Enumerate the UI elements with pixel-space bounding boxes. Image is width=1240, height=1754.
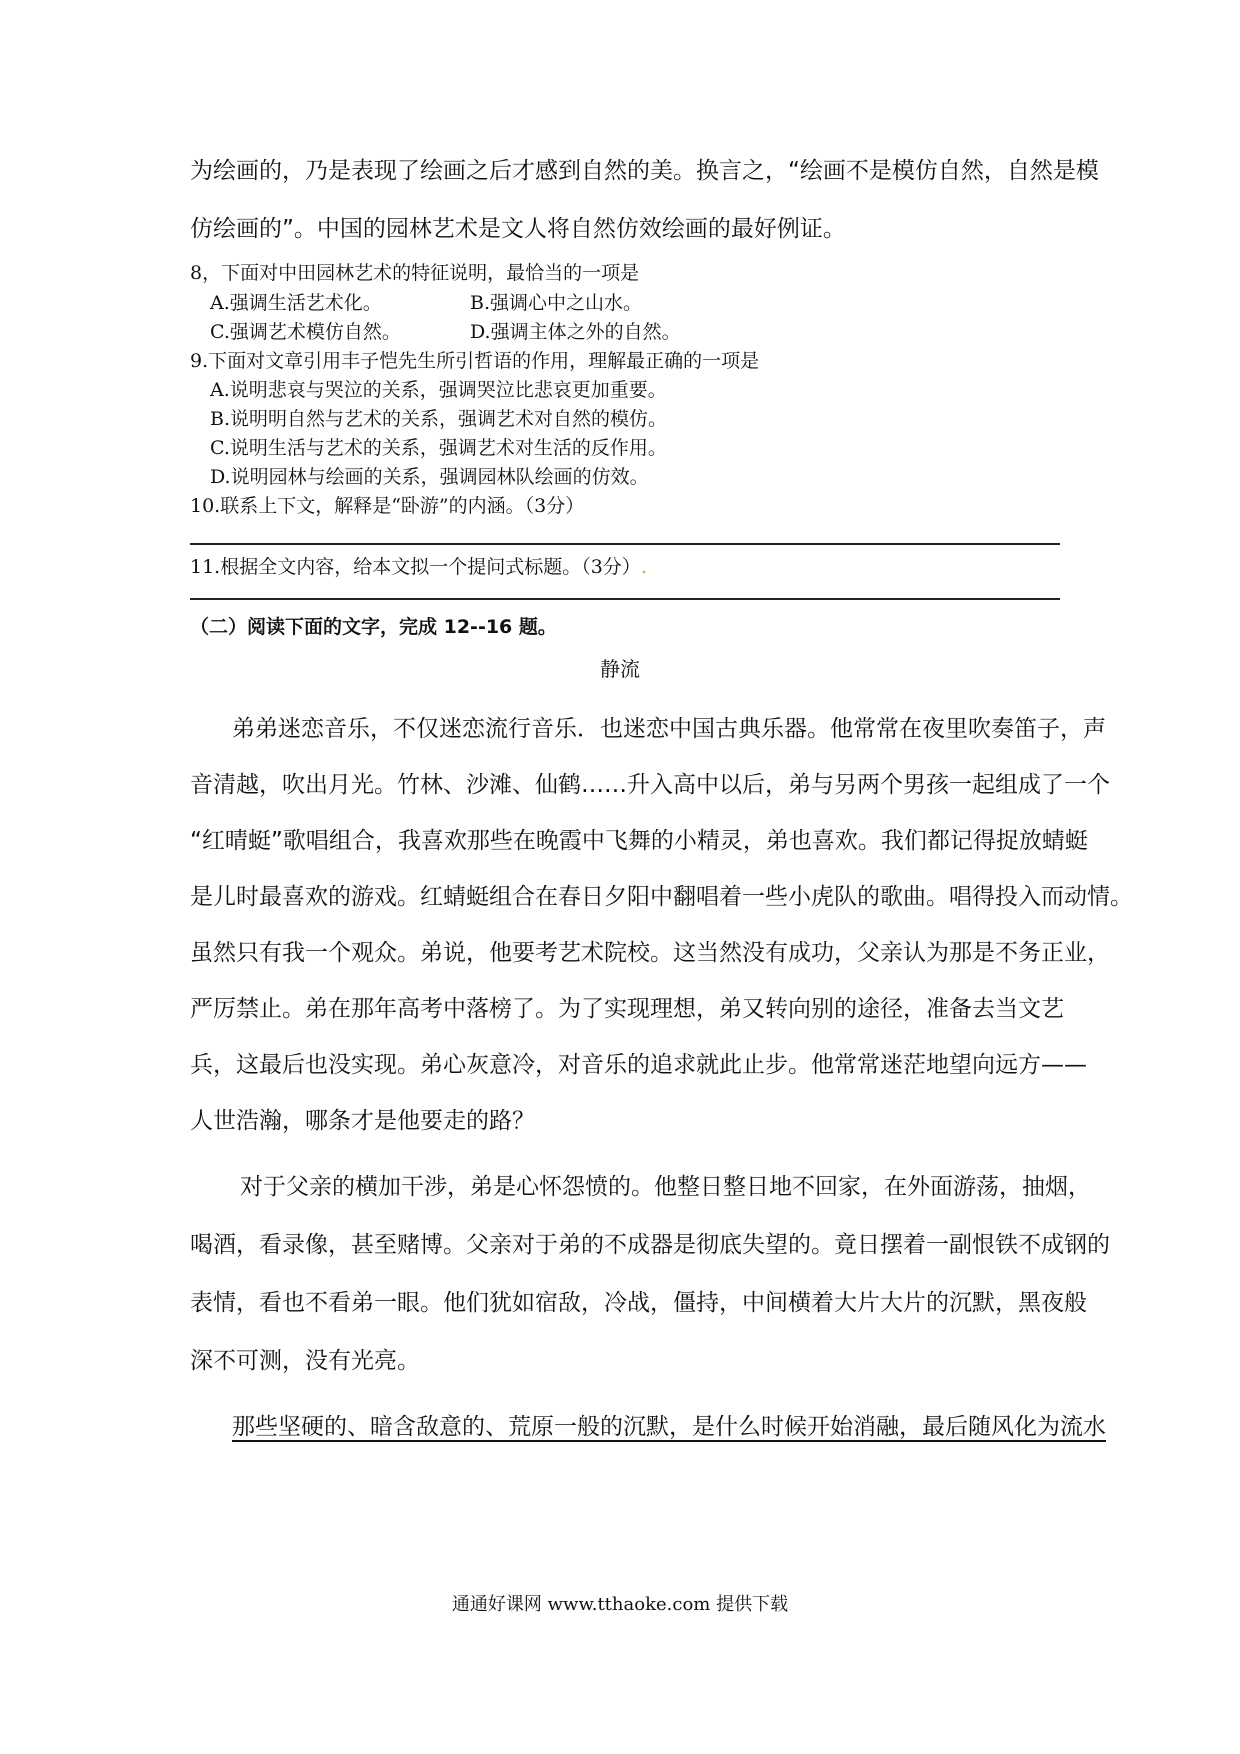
question-9-option-b: B.说明明自然与艺术的关系，强调艺术对自然的模仿。: [210, 408, 668, 430]
question-8-option-c: C.强调艺术模仿自然。: [210, 321, 401, 343]
question-8-option-b: B.强调心中之山水。: [470, 292, 643, 314]
passage-line-13-underlined: 那些坚硬的、暗含敌意的、荒原一般的沉默，是什么时候开始消融，最后随风化为流水: [232, 1414, 1106, 1440]
question-8-stem: 8，下面对中田园林艺术的特征说明，最恰当的一项是: [190, 262, 640, 284]
question-9-option-a: A.说明悲哀与哭泣的关系，强调哭泣比悲哀更加重要。: [210, 379, 667, 401]
section-2-heading: （二）阅读下面的文字，完成 12--16 题。: [190, 616, 557, 638]
passage-line-11: 表情，看也不看弟一眼。他们犹如宿敌，冷战，僵持，中间横着大片大片的沉默，黑夜般: [190, 1290, 1087, 1316]
page-footer: 通通好课网 www.tthaoke.com 提供下载: [451, 1594, 789, 1615]
passage-line-12: 深不可测，没有光亮。: [190, 1348, 420, 1374]
passage-line-2: 音清越，吹出月光。竹林、沙滩、仙鹤……升入高中以后，弟与另两个男孩一起组成了一个: [190, 772, 1110, 798]
passage-line-4: 是儿时最喜欢的游戏。红蜻蜓组合在春日夕阳中翻唱着一些小虎队的歌曲。唱得投入而动情。: [190, 884, 1133, 910]
question-11-trail: .: [640, 556, 647, 578]
passage-line-7: 兵，这最后也没实现。弟心灰意冷，对音乐的追求就此止步。他常常迷茫地望向远方——: [190, 1052, 1087, 1078]
question-10-stem: 10.联系上下文，解释是“卧游”的内涵。（3分）: [190, 495, 585, 517]
question-9-option-d: D.说明园林与绘画的关系，强调园林队绘画的仿效。: [210, 466, 649, 488]
answer-line-10: [190, 543, 1060, 545]
question-11-stem: [190, 552, 647, 579]
question-11-text: 11.根据全文内容，给本文拟一个提问式标题。（3分）: [190, 556, 641, 578]
passage-line-6: 严厉禁止。弟在那年高考中落榜了。为了实现理想，弟又转向别的途径，准备去当文艺: [190, 996, 1064, 1022]
intro-line-2: 仿绘画的”。中国的园林艺术是文人将自然仿效绘画的最好例证。: [190, 216, 846, 242]
question-8-option-a: A.强调生活艺术化。: [210, 292, 382, 314]
passage-line-3: “红晴蜓”歌唱组合，我喜欢那些在晚霞中飞舞的小精灵，弟也喜欢。我们都记得捉放蜻蜓: [190, 828, 1088, 854]
answer-line-11: [190, 598, 1060, 600]
passage-title: 静流: [600, 657, 640, 681]
passage-line-5: 虽然只有我一个观众。弟说，他要考艺术院校。这当然没有成功，父亲认为那是不务正业，: [190, 940, 1110, 966]
passage-line-10: 喝酒，看录像，甚至赌博。父亲对于弟的不成器是彻底失望的。竟日摆着一副恨铁不成钢的: [190, 1232, 1110, 1258]
passage-line-8: 人世浩瀚，哪条才是他要走的路？: [190, 1108, 535, 1134]
intro-line-1: 为绘画的，乃是表现了绘画之后才感到自然的美。换言之，“绘画不是模仿自然，自然是模: [190, 158, 1099, 184]
passage-line-1: 弟弟迷恋音乐，不仅迷恋流行音乐．也迷恋中国古典乐器。他常常在夜里吹奏笛子，声: [232, 716, 1106, 742]
question-9-stem: 9.下面对文章引用丰子恺先生所引哲语的作用，理解最正确的一项是: [190, 350, 760, 372]
question-9-option-c: C.说明生活与艺术的关系，强调艺术对生活的反作用。: [210, 437, 667, 459]
question-8-option-d: D.强调主体之外的自然。: [470, 321, 681, 343]
passage-line-9: 对于父亲的横加干涉，弟是心怀怨愤的。他整日整日地不回家，在外面游荡，抽烟，: [240, 1174, 1091, 1200]
